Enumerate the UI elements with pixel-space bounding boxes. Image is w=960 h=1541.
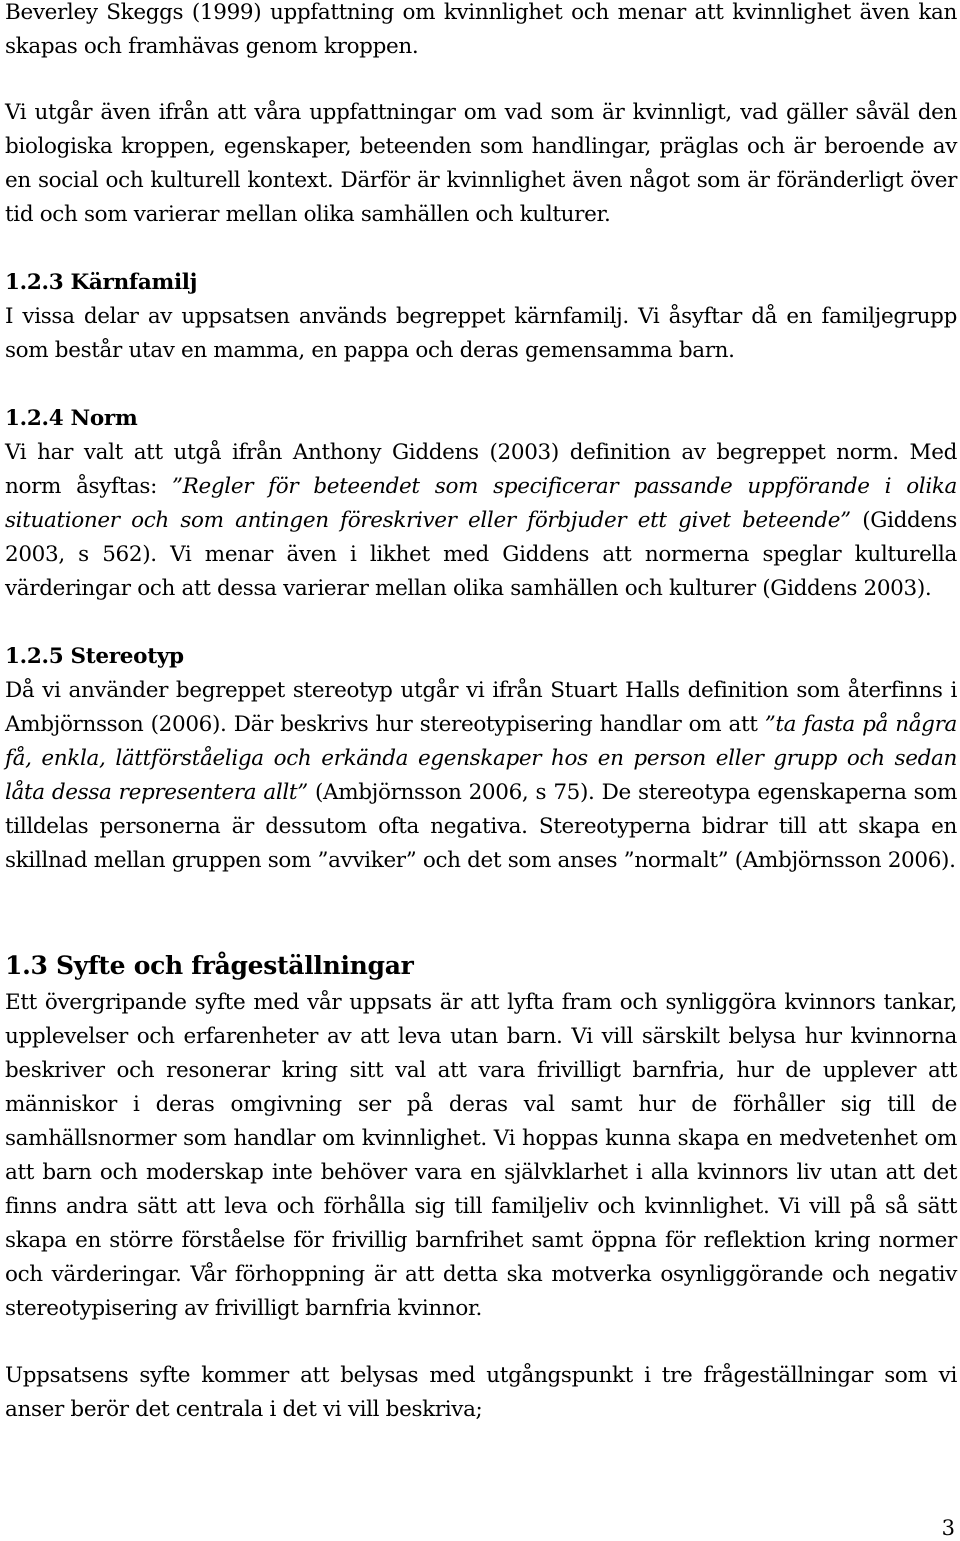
norm-quote: ”Regler för beteendet som specificerar passande uppförande i olika situationer och som antingen föreskriver eller förbjuder ett givet beteende” <box>5 474 957 533</box>
paragraph-stereotyp <box>5 674 957 878</box>
paragraph-syfte-1: Ett övergripande syfte med vår uppsats är att lyfta fram och synliggöra kvinnors tankar, upplevelser och erfarenheter av att leva utan barn. Vi vill särskilt belysa hur kvinnorna beskriver och resonerar kring sitt val att vara frivilligt barnfria, hur de upplever att människor i deras omgivning ser på deras val samt hur de förhåller sig till de samhällsnormer som handlar om kvinnlighet. Vi hoppas kunna skapa en medvetenhet om att barn och moderskap inte behöver vara en självklarhet i alla kvinnors liv utan att det finns andra sätt att leva och förhålla sig till familjeliv och kvinnlighet. Vi vill på så sätt skapa en större förståelse för frivillig barnfrihet samt öppna för reflektion kring normer och värderingar. Vår förhoppning är att detta ska motverka osynliggörande och negativ stereotypisering av frivilligt barnfria kvinnor. <box>5 990 957 1321</box>
paragraph-syfte-2: Uppsatsens syfte kommer att belysas med utgångspunkt i tre frågeställningar som vi anser berör det centrala i det vi vill beskriva; <box>5 1363 957 1422</box>
heading-norm: 1.2.4 Norm <box>5 406 138 431</box>
page-number: 3 <box>941 1516 955 1540</box>
intro-paragraph-2: Vi utgår även ifrån att våra uppfattningar om vad som är kvinnligt, vad gäller såväl den biologiska kroppen, egenskaper, beteenden som handlingar, präglas och är beroende av en social och kulturell kontext. Därför är kvinnlighet även något som är föränderligt över tid och som varierar mellan olika samhällen och kulturer. <box>5 100 957 227</box>
heading-syfte: 1.3 Syfte och frågeställningar <box>5 951 414 980</box>
stereotyp-quote: ”ta fasta på några få, enkla, lättförståeliga och erkända egenskaper hos en person eller grupp och sedan låta dessa representera allt” <box>5 712 957 805</box>
intro-paragraph-1: Beverley Skeggs (1999) uppfattning om kvinnlighet och menar att kvinnlighet även kan skapas och framhävas genom kroppen. <box>5 0 957 59</box>
norm-text-b: (Giddens 2003, s 562). Vi menar även i likhet med Giddens att normerna speglar kulturella värderingar och att dessa varierar mellan olika samhällen och kulturer (Giddens 2003). <box>5 508 957 601</box>
paragraph-norm <box>5 436 957 606</box>
norm-text-a: Vi har valt att utgå ifrån Anthony Giddens (2003) definition av begreppet norm. Med norm åsyftas: <box>5 440 957 499</box>
heading-karnfamilj: 1.2.3 Kärnfamilj <box>5 270 198 295</box>
paragraph-karnfamilj: I vissa delar av uppsatsen används begreppet kärnfamilj. Vi åsyftar då en familjegrupp som består utav en mamma, en pappa och deras gemensamma barn. <box>5 304 957 363</box>
stereotyp-text-b: (Ambjörnsson 2006, s 75). De stereotypa egenskaperna som tilldelas personerna är dessutom ofta negativa. Stereotyperna bidrar till att skapa en skillnad mellan gruppen som ”avviker” och det som anses ”normalt” (Ambjörnsson 2006). <box>5 780 957 873</box>
stereotyp-text-a: Då vi använder begreppet stereotyp utgår vi ifrån Stuart Halls definition som återfinns i Ambjörnsson (2006). Där beskrivs hur stereotypisering handlar om att <box>5 678 957 737</box>
heading-stereotyp: 1.2.5 Stereotyp <box>5 644 184 669</box>
